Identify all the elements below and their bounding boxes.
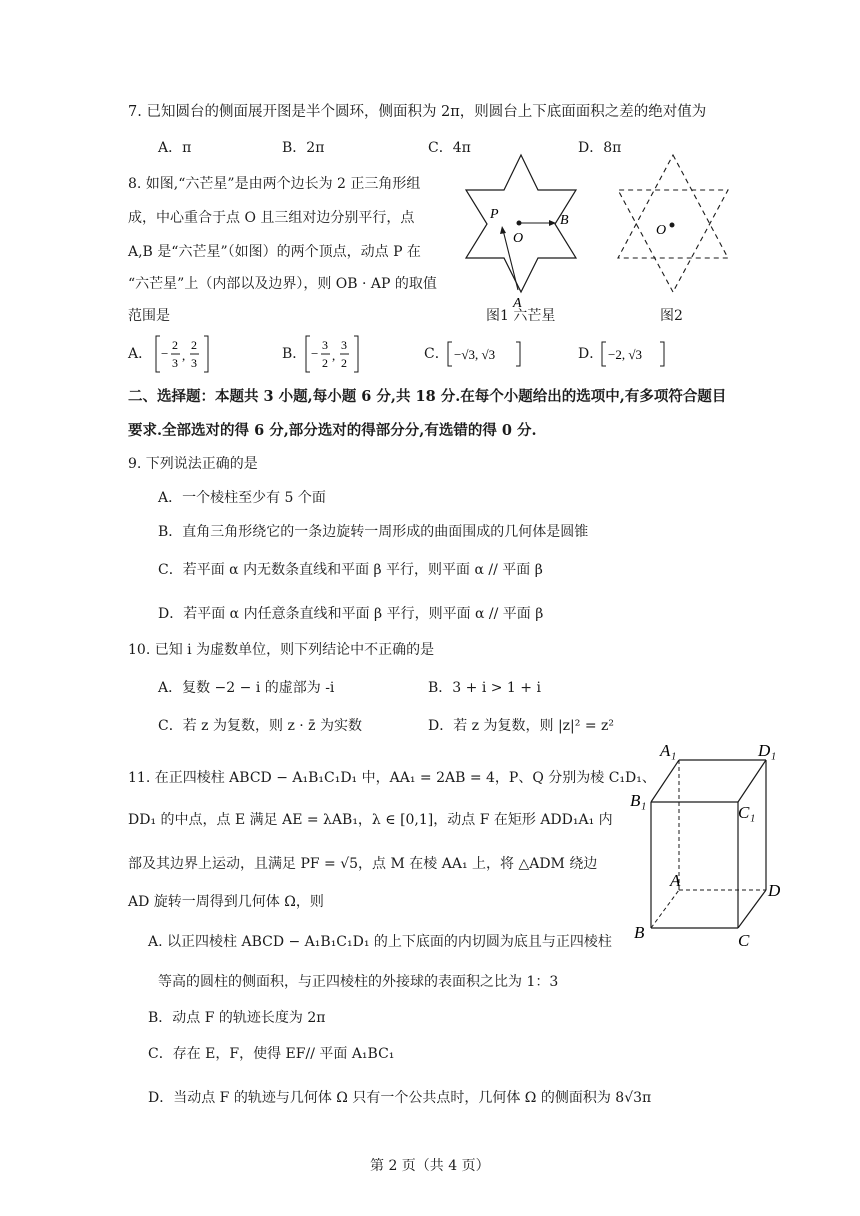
- q10-option-a: A．复数 −2 − i 的虚部为 -i: [158, 680, 335, 696]
- svg-text:−√3, √3: −√3, √3: [454, 347, 496, 362]
- q8-figure-1-hexagram: [456, 150, 596, 310]
- page-footer: 第 2 页（共 4 页）: [370, 1158, 490, 1174]
- q9-stem: 9. 下列说法正确的是: [128, 456, 258, 472]
- q8-line-2: 成，中心重合于点 O 且三组对边分别平行，点: [128, 210, 415, 226]
- triangle-up: [618, 155, 728, 258]
- triangle-down: [618, 190, 728, 292]
- vector-ap-arrow: [500, 226, 506, 234]
- q7-option-c: C．4π: [428, 140, 471, 156]
- svg-text:−: −: [161, 346, 169, 361]
- svg-text:,: ,: [332, 348, 336, 363]
- q11-option-a-line-1: A. 以正四棱柱 ABCD − A₁B₁C₁D₁ 的上下底面的内切圆为底且与正四棱柱: [148, 934, 612, 950]
- q8-option-b-label: B．: [282, 346, 307, 362]
- svg-text:−: −: [311, 346, 319, 361]
- q8-line-4: “六芒星”上（内部以及边界），则 OB · AP 的取值: [128, 276, 437, 292]
- q11-figure-prism: [626, 740, 796, 950]
- svg-text:3: 3: [191, 356, 197, 370]
- label-a: A: [670, 871, 681, 890]
- q8-option-a-label: A．: [128, 346, 153, 362]
- label-b: B: [634, 923, 645, 942]
- label-b: B: [560, 213, 569, 228]
- q10-option-b: B．3 + i > 1 + i: [428, 680, 541, 696]
- label-o: O: [656, 223, 667, 238]
- q8-fig2-caption: 图2: [660, 308, 683, 324]
- q9-option-b: B．直角三角形绕它的一条边旋转一周形成的曲面围成的几何体是圆锥: [158, 524, 589, 540]
- q8-option-c-value: [446, 340, 526, 368]
- label-a: A: [513, 296, 522, 310]
- label-c: C: [738, 931, 750, 950]
- q9-option-a: A．一个棱柱至少有 5 个面: [158, 490, 326, 506]
- q7-stem: 7. 已知圆台的侧面展开图是半个圆环，侧面积为 2π，则圆台上下底面面积之差的绝对值为: [128, 104, 707, 120]
- svg-text:3: 3: [322, 338, 328, 352]
- q8-line-5: 范围是: [128, 308, 170, 324]
- q11-line-3: 部及其边界上运动，且满足 PF = √5，点 M 在棱 AA₁ 上，将 △ADM 绕边: [128, 856, 598, 872]
- label-d1: D₁: [758, 741, 777, 760]
- label-c1: C₁: [738, 803, 756, 822]
- label-a1: A₁: [660, 741, 677, 760]
- q8-option-c-label: C．: [424, 346, 449, 362]
- q11-line-4: AD 旋转一周得到几何体 Ω，则: [128, 894, 324, 910]
- center-dot: [670, 223, 675, 228]
- vector-ob-arrow: [549, 220, 556, 226]
- svg-text:−2, √3: −2, √3: [608, 347, 642, 362]
- section2-line-1: 二、选择题：本题共 3 小题,每小题 6 分,共 18 分.在每个小题给出的选项中,有多项符合题目: [128, 388, 727, 405]
- q8-figure-2-hexagram: [608, 150, 748, 310]
- svg-text:2: 2: [322, 356, 328, 370]
- q10-option-c: C．若 z 为复数，则 z · z̄ 为实数: [158, 718, 362, 734]
- label-p: P: [490, 207, 499, 222]
- label-b1: B₁: [630, 791, 647, 810]
- q8-line-1: 8. 如图,“六芒星”是由两个边长为 2 正三角形组: [128, 176, 421, 192]
- label-d: D: [768, 881, 781, 900]
- q9-option-c: C．若平面 α 内无数条直线和平面 β 平行，则平面 α // 平面 β: [158, 562, 543, 578]
- q11-option-d: D．当动点 F 的轨迹与几何体 Ω 只有一个公共点时，几何体 Ω 的侧面积为 8√3π: [148, 1090, 652, 1106]
- q8-line-3: A,B 是“六芒星”（如图）的两个顶点，动点 P 在: [128, 244, 421, 260]
- svg-text:3: 3: [172, 356, 178, 370]
- q11-line-1: 11. 在正四棱柱 ABCD − A₁B₁C₁D₁ 中，AA₁ = 2AB = 4，P、Q 分别为棱 C₁D₁、: [128, 770, 656, 786]
- label-o: O: [513, 231, 524, 246]
- q7-option-a: A．π: [158, 140, 192, 156]
- q8-option-b-value: [304, 334, 364, 374]
- q10-option-d: D．若 z 为复数，则 |z|² = z²: [428, 718, 614, 734]
- q9-option-d: D．若平面 α 内任意条直线和平面 β 平行，则平面 α // 平面 β: [158, 606, 544, 622]
- q10-stem: 10. 已知 i 为虚数单位，则下列结论中不正确的是: [128, 642, 435, 658]
- q8-option-a-value: [154, 334, 214, 374]
- q8-fig1-caption: 图1 六芒星: [486, 308, 556, 324]
- q11-line-2: DD₁ 的中点，点 E 满足 AE = λAB₁，λ ∈ [0,1]，动点 F 在矩形 ADD₁A₁ 内: [128, 812, 613, 828]
- q8-option-d-value: [600, 340, 670, 368]
- svg-text:3: 3: [341, 338, 347, 352]
- svg-text:2: 2: [341, 356, 347, 370]
- q8-option-d-label: D．: [578, 346, 604, 362]
- svg-text:2: 2: [172, 338, 178, 352]
- q11-option-c: C．存在 E，F，使得 EF// 平面 A₁BC₁: [148, 1046, 395, 1062]
- q11-option-b: B．动点 F 的轨迹长度为 2π: [148, 1010, 326, 1026]
- section2-line-2: 要求.全部选对的得 6 分,部分选对的得部分分,有选错的得 0 分.: [128, 422, 537, 439]
- q7-option-d: D．8π: [578, 140, 622, 156]
- svg-text:,: ,: [182, 348, 186, 363]
- q7-option-b: B．2π: [282, 140, 325, 156]
- q11-option-a-line-2: 等高的圆柱的侧面积，与正四棱柱的外接球的表面积之比为 1：3: [158, 974, 559, 990]
- svg-text:2: 2: [191, 338, 197, 352]
